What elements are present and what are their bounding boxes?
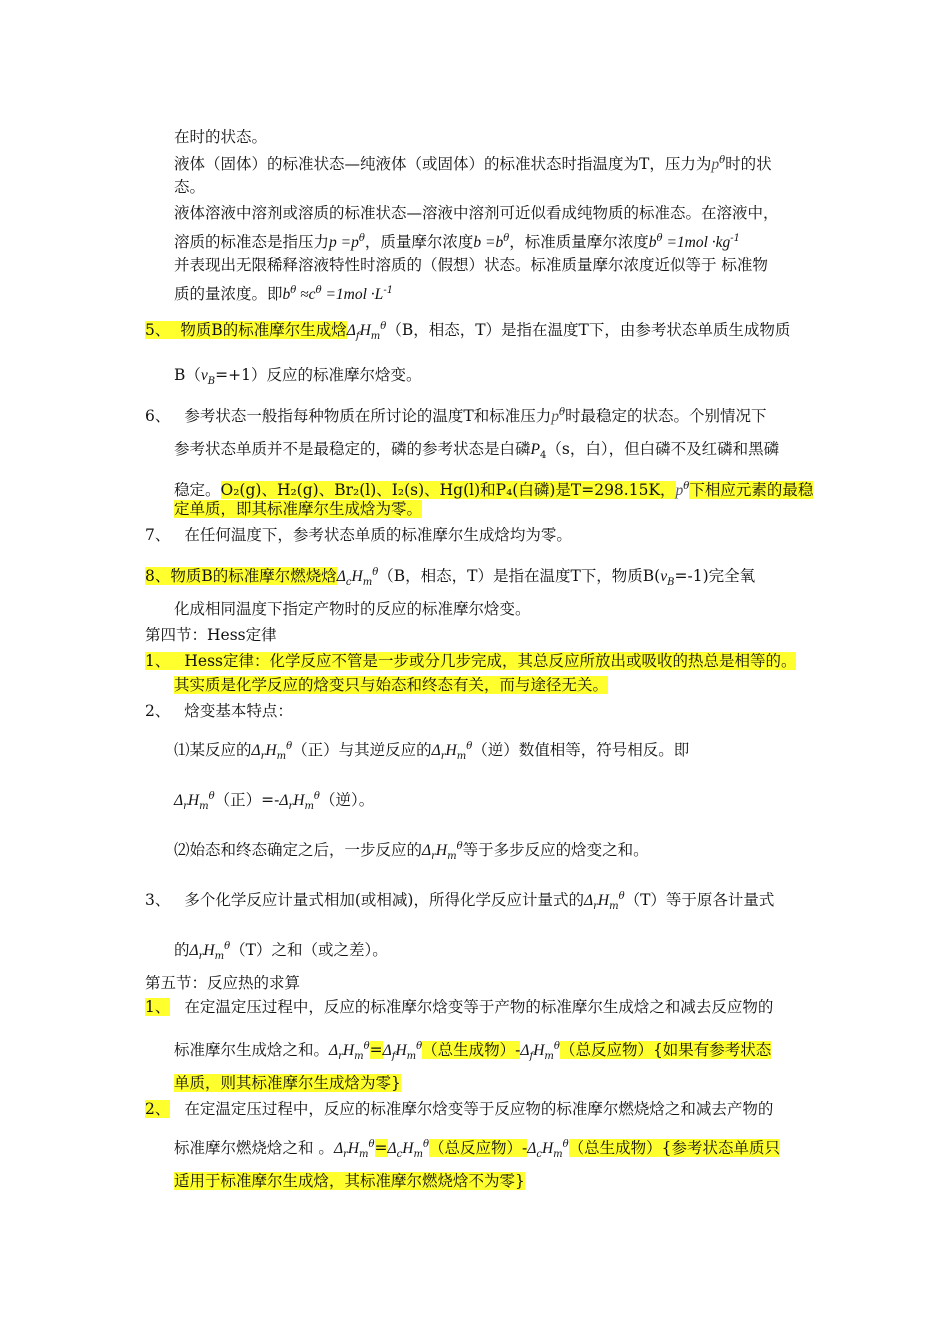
text-line: ⑵始态和终态确定之后，一步反应的$\Delta_rH_m^\theta$等于多步反应的焓变之和。	[174, 841, 649, 862]
text-line: 其实质是化学反应的焓变只与始态和终态有关，而与途径无关。	[174, 676, 609, 694]
text-line: 质的量浓度。即$b^\theta \approx c^\theta =1mol \cdot L^{-1}$	[174, 285, 394, 303]
text-line: 在时的状态。	[174, 128, 268, 146]
text-line: 溶质的标准态是指压力$p =p^\theta$，质量摩尔浓度$b =b^\theta$，标准质量摩尔浓度$b^\theta =1mol \cdot kg^{-1}$	[174, 233, 741, 251]
reaction-heat-item-1: 1、 在定温定压过程中，反应的标准摩尔焓变等于产物的标准摩尔生成焓之和减去反应物的	[145, 998, 774, 1016]
text-line: 单质，则其标准摩尔生成焓为零}	[174, 1074, 401, 1092]
text-line: 化成相同温度下指定产物时的反应的标准摩尔焓变。	[174, 600, 531, 618]
text-line: 适用于标准摩尔生成焓，其标准摩尔燃烧焓不为零}	[174, 1172, 525, 1190]
text-line: 并表现出无限稀释溶液特性时溶质的（假想）状态。标准质量摩尔浓度近似等于 标准物	[174, 256, 768, 274]
reaction-heat-item-2: 2、 在定温定压过程中，反应的标准摩尔焓变等于反应物的标准摩尔燃烧焓之和减去产物的	[145, 1100, 774, 1118]
hess-law-item-3: 3、 多个化学反应计量式相加(或相减)，所得化学反应计量式的$\Delta_rH_m^\theta(T)$等于原各计量式	[145, 891, 775, 912]
text-line: 定单质，即其标准摩尔生成焓为零。	[174, 500, 423, 518]
text-line: $B(\nu_B=+1)$反应的标准摩尔焓变。	[174, 366, 422, 387]
text-line: 液体溶液中溶剂或溶质的标准状态—溶液中溶剂可近似看成纯物质的标准态。在溶液中，	[174, 204, 779, 222]
section-heading-5: 第五节：反应热的求算	[145, 974, 301, 992]
list-item-5: 5、 物质B的标准摩尔生成焓$\Delta_fH_m^\theta(B$，相态，T）是指在温度T下，由参考状态单质生成物质	[145, 321, 791, 342]
text-line: 液体（固体）的标准状态—纯液体（或固体）的标准状态时指温度为T，压力为$p^\theta$时的状	[174, 155, 772, 173]
text-line: 参考状态单质并不是最稳定的，磷的参考状态是白磷$P_4(s$，白），但白磷不及红磷和黑磷	[174, 440, 780, 461]
text-line: 稳定。O₂(g)、H₂(g)、Br₂(l)、I₂(s)、Hg(l)和P₄(白磷)是T=298.15K，$p^\theta$下相应元素的最稳	[174, 481, 814, 499]
formula-line: $\Delta_rH_m^\theta$（正）$=-\Delta_rH_m^\theta$（逆）。	[174, 791, 375, 812]
text-line: 态。	[174, 178, 206, 196]
hess-law-item-1: 1、 Hess定律：化学反应不管是一步或分几步完成，其总反应所放出或吸收的热总是相等的。	[145, 652, 797, 670]
text-line: 的$\Delta_rH_m^\theta(T)$之和（或之差）。	[174, 941, 388, 962]
section-heading-4: 第四节：Hess定律	[145, 626, 277, 644]
list-item-6: 6、 参考状态一般指每种物质在所讨论的温度T和标准压力$p^\theta$时最稳定的状态。个别情况下	[145, 407, 767, 425]
hess-law-item-2: 2、 焓变基本特点：	[145, 702, 293, 720]
text-line: ⑴某反应的$\Delta_rH_m^\theta$（正）与其逆反应的$\Delta_rH_m^\theta$（逆）数值相等，符号相反。即	[174, 741, 690, 762]
formula-line: 标准摩尔生成焓之和。$\Delta_rH_m^\theta=\Delta_fH_m^\theta$（总生成物）$-\Delta_fH_m^\theta$（总反应物）{如果有参考状态	[174, 1041, 772, 1062]
list-item-7: 7、 在任何温度下，参考状态单质的标准摩尔生成焓均为零。	[145, 526, 572, 544]
list-item-8: 8、物质B的标准摩尔燃烧焓$\Delta_cH_m^\theta(B$，相态，T）是指在温度T下，物质$B(\nu_B=-1)$完全氧	[145, 567, 756, 588]
formula-line: 标准摩尔燃烧焓之和 。$\Delta_rH_m^\theta=\Delta_cH_m^\theta$（总反应物）$-\Delta_cH_m^\theta$（总生成物）{参考状态单质只	[174, 1139, 781, 1160]
